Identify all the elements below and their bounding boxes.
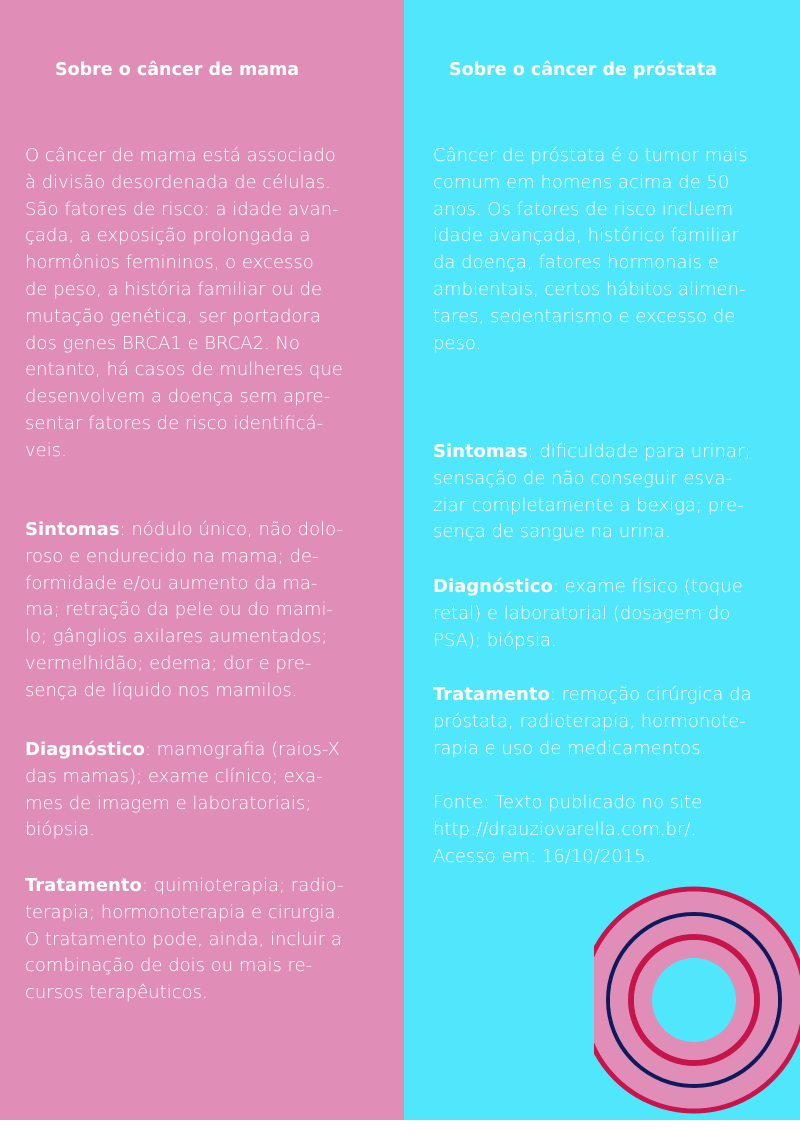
breast-cancer-intro: [25, 143, 343, 465]
text-line: formidade e/ou aumento da ma-: [25, 572, 318, 594]
text-line: veis.: [25, 439, 67, 461]
text-line: PSA); biópsia.: [433, 629, 557, 651]
text-line: São fatores de risco: a idade avan-: [25, 198, 339, 220]
text-line: mutação genética, ser portadora: [25, 305, 321, 327]
text-line: O tratamento pode, ainda, incluir a: [25, 928, 342, 950]
text-line: de peso, a história familiar ou de: [25, 278, 323, 300]
text-line: sença de sangue na urina.: [433, 521, 671, 543]
prostate-symptoms-section: [433, 439, 750, 546]
text-line: da doença, fatores hormonais e: [433, 252, 719, 274]
text-line: combinação de dois ou mais re-: [25, 955, 313, 977]
text-line: peso.: [433, 332, 482, 354]
text-line: ziar completamente a bexiga; pre-: [433, 494, 744, 516]
text-line: à divisão desordenada de células.: [25, 171, 331, 193]
text-line: ambientais, certos hábitos alimen-: [433, 278, 746, 300]
text-line: ma; retração da pele ou do mami-: [25, 599, 333, 621]
symptoms-label: Sintomas: [25, 519, 120, 540]
prostate-cancer-intro: [433, 143, 748, 357]
text-line: : exame físico (toque: [552, 576, 743, 597]
text-line: retal) e laboratorial (dosagem do: [433, 602, 731, 624]
treatment-label: Tratamento: [433, 684, 550, 705]
text-line: sentar fatores de risco identificá-: [25, 412, 324, 434]
text-line: das mamas); exame clínico; exa-: [25, 765, 323, 787]
treatment-label: Tratamento: [25, 875, 142, 896]
prostate-treatment-section: [433, 682, 752, 762]
text-line: çada, a exposição prolongada a: [25, 225, 311, 247]
text-line: vermelhidão; edema; dor e pre-: [25, 652, 312, 674]
text-line: sença de líquido nos mamilos.: [25, 679, 298, 701]
text-line: idade avançada, histórico familiar: [433, 225, 739, 247]
text-line: cursos terapêuticos.: [25, 982, 208, 1004]
ring-inner-pink: [643, 949, 745, 1051]
text-line: terapia; hormonoterapia e cirurgia.: [25, 901, 342, 923]
diagnosis-label: Diagnóstico: [25, 739, 145, 760]
text-line: lo; gânglios axilares aumentados;: [25, 626, 328, 648]
text-line: comum em homens acima de 50: [433, 171, 730, 193]
text-line: tares, sedentarismo e excesso de: [433, 305, 736, 327]
text-line: http://drauziovarella.com.br/.: [433, 818, 697, 840]
concentric-rings-decoration: [594, 880, 800, 1140]
text-line: próstata, radioterapia, hormonote-: [433, 710, 746, 732]
text-line: biópsia.: [25, 819, 95, 841]
diagnosis-label: Diagnóstico: [433, 576, 553, 597]
text-line: : remoção cirúrgica da: [549, 684, 752, 705]
breast-cancer-column: [0, 0, 404, 1120]
breast-symptoms-section: [25, 517, 343, 705]
text-line: mes de imagem e laboratoriais;: [25, 792, 312, 814]
text-line: anos. Os fatores de risco incluem: [433, 198, 734, 220]
text-line: sensação de não conseguir esva-: [433, 467, 733, 489]
text-line: rapia e uso de medicamentos.: [433, 737, 707, 759]
text-line: Câncer de próstata é o tumor mais: [433, 145, 748, 166]
breast-cancer-title: Sobre o câncer de mama: [55, 60, 300, 80]
text-line: dos genes BRCA1 e BRCA2. No: [25, 332, 300, 354]
text-line: Fonte: Texto publicado no site: [433, 792, 703, 813]
text-line: : nódulo único, não dolo-: [119, 519, 343, 540]
text-line: O câncer de mama está associado: [25, 145, 336, 166]
breast-diagnosis-section: [25, 737, 340, 844]
prostate-cancer-title: Sobre o câncer de próstata: [449, 60, 717, 80]
prostate-diagnosis-section: [433, 574, 743, 654]
text-line: desenvolvem a doença sem apre-: [25, 386, 331, 408]
text-line: : dificuldade para urinar;: [527, 441, 751, 462]
text-line: roso e endurecido na mama; de-: [25, 545, 319, 567]
text-line: : mamografia (raios-X: [144, 739, 340, 760]
source-citation: [433, 790, 702, 870]
breast-treatment-section: [25, 873, 344, 1007]
symptoms-label: Sintomas: [433, 441, 528, 462]
text-line: Acesso em: 16/10/2015.: [433, 845, 652, 867]
text-line: hormônios femininos, o excesso: [25, 252, 314, 274]
text-line: entanto, há casos de mulheres que: [25, 359, 343, 381]
text-line: : quimioterapia; radio-: [141, 875, 344, 896]
